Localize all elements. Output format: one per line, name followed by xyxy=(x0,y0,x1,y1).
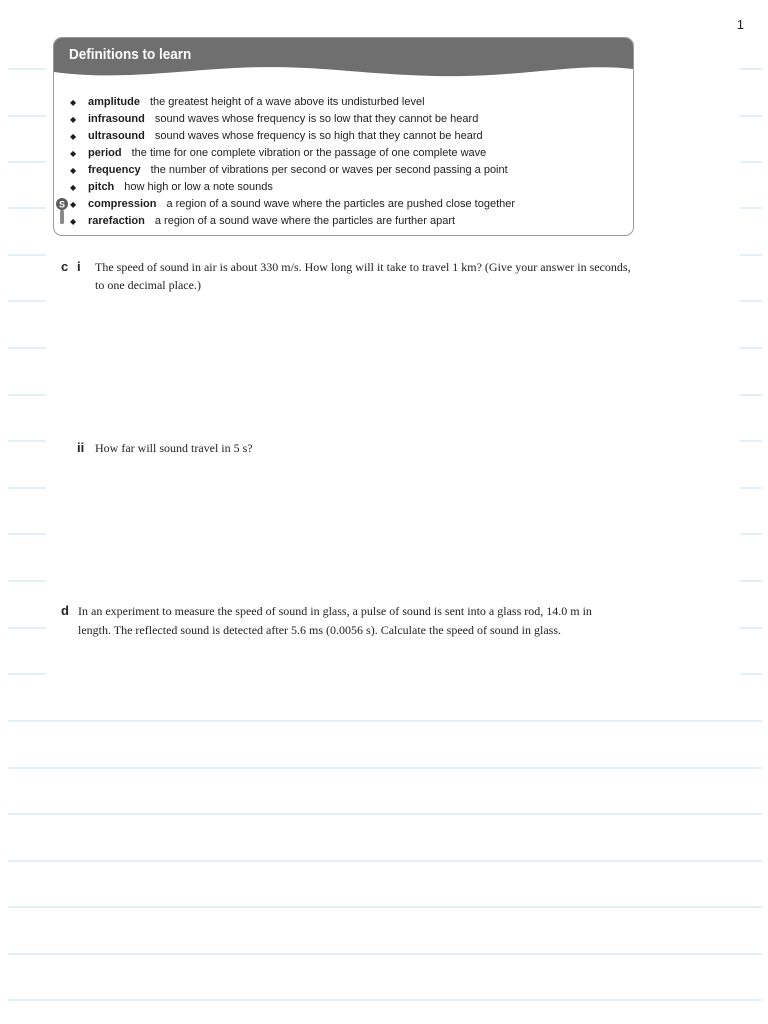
definition-term: frequency xyxy=(88,164,141,176)
diamond-bullet-icon: ◆ xyxy=(70,98,77,107)
definition-text: the time for one complete vibration or the passage of one complete wave xyxy=(131,147,487,159)
question-c-i-line2: to one decimal place.) xyxy=(95,278,201,292)
definition-item xyxy=(70,196,515,213)
definition-text: the greatest height of a wave above its undisturbed level xyxy=(149,96,425,108)
question-c-i-label: i xyxy=(77,259,81,274)
question-c-ii-label: ii xyxy=(77,440,85,455)
question-d-line2: length. The reflected sound is detected after 5.6 ms (0.0056 s). Calculate the speed of sound in glass. xyxy=(78,623,561,637)
diamond-bullet-icon: ◆ xyxy=(70,149,77,158)
question-d-line1: In an experiment to measure the speed of sound in glass, a pulse of sound is sent into a glass rod, 14.0 m in xyxy=(78,604,592,618)
question-d-label: d xyxy=(61,603,69,618)
svg-text:S: S xyxy=(58,199,66,210)
definition-text: the number of vibrations per second or waves per second passing a point xyxy=(150,164,508,176)
definitions-title: Definitions to learn xyxy=(69,46,192,63)
definition-text: sound waves whose frequency is so high that they cannot be heard xyxy=(154,130,483,142)
question-c-ii-text: How far will sound travel in 5 s? xyxy=(95,441,253,455)
definition-term: period xyxy=(88,147,122,159)
diamond-bullet-icon: ◆ xyxy=(70,115,77,124)
diamond-bullet-icon: ◆ xyxy=(70,200,77,209)
definition-item xyxy=(70,128,515,145)
definition-term: infrasound xyxy=(88,113,145,125)
definition-item xyxy=(70,145,515,162)
definition-item xyxy=(70,162,515,179)
definition-text: a region of a sound wave where the particles are pushed close together xyxy=(166,198,516,210)
question-c-i-line1: The speed of sound in air is about 330 m/s. How long will it take to travel 1 km? (Give your answer in seconds, xyxy=(95,260,631,274)
definition-text: how high or low a note sounds xyxy=(124,181,273,193)
definition-term: compression xyxy=(88,198,157,210)
definition-item xyxy=(70,94,515,111)
page-number: 1 xyxy=(736,17,744,32)
definition-item xyxy=(70,213,515,230)
definition-term: rarefaction xyxy=(88,215,145,227)
definition-term: amplitude xyxy=(88,96,140,108)
question-c-label: c xyxy=(61,259,69,274)
definitions-box xyxy=(53,37,634,236)
diamond-bullet-icon: ◆ xyxy=(70,183,77,192)
definition-text: a region of a sound wave where the particles are further apart xyxy=(154,215,456,227)
definition-text: sound waves whose frequency is so low that they cannot be heard xyxy=(154,113,479,125)
definitions-list xyxy=(70,94,515,230)
diamond-bullet-icon: ◆ xyxy=(70,132,77,141)
diamond-bullet-icon: ◆ xyxy=(70,217,77,226)
definition-term: pitch xyxy=(88,181,115,193)
definition-term: ultrasound xyxy=(88,130,145,142)
s-key-icon xyxy=(55,197,69,225)
diamond-bullet-icon: ◆ xyxy=(70,166,77,175)
definition-item xyxy=(70,111,515,128)
definition-item xyxy=(70,179,515,196)
